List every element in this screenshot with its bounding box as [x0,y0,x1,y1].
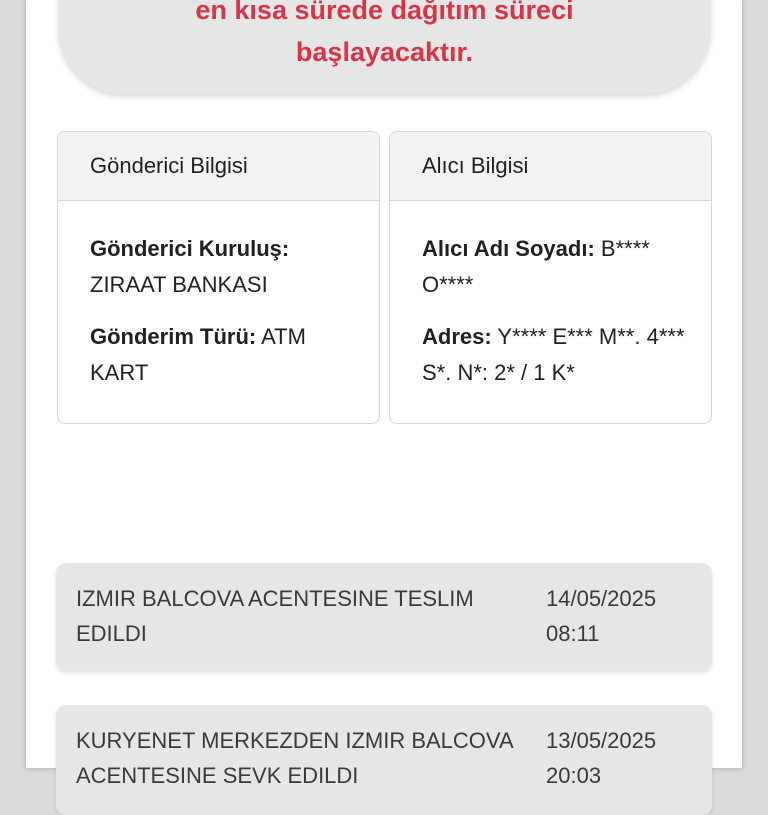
sender-card-header: Gönderici Bilgisi [58,132,379,201]
recipient-name-value: B**** O**** [422,236,650,297]
notice-line-1: en kısa sürede dağıtım süreci [195,0,574,25]
shipment-type-label: Gönderim Türü: [90,324,257,349]
recipient-address-row [422,319,691,391]
event-date: 14/05/2025 [546,586,657,611]
recipient-address-value: Y**** E*** M**. 4*** S*. N*: 2* / 1 K* [422,324,685,385]
event-datetime [546,723,696,793]
recipient-address-label: Adres: [422,324,492,349]
recipient-card-body [390,201,711,391]
sender-institution-value: ZIRAAT BANKASI [90,272,268,297]
event-time: 20:03 [546,763,602,788]
sender-card-body [58,201,379,391]
recipient-name-row [422,231,691,303]
delivery-notice-banner [58,0,711,94]
recipient-card-header: Alıcı Bilgisi [390,132,711,201]
tracking-event-item [56,705,712,815]
event-time: 08:11 [546,621,600,646]
tracking-page [26,0,742,788]
shipment-type-row [90,319,359,391]
notice-line-2: başlayacaktır. [295,37,474,67]
sender-info-card [57,131,380,424]
event-description: IZMIR BALCOVA ACENTESINE TESLIM EDILDI [76,586,474,646]
shipment-type-value: ATM KART [90,324,306,385]
recipient-name-label: Alıcı Adı Soyadı: [422,236,595,261]
event-description: KURYENET MERKEZDEN IZMIR BALCOVA ACENTESINE SEVK EDILDI [76,728,513,788]
event-date: 13/05/2025 [546,728,657,753]
sender-institution-label: Gönderici Kuruluş: [90,236,290,261]
tracking-event-item [56,563,712,671]
event-datetime [546,581,696,651]
sender-institution-row [90,231,359,303]
recipient-info-card [389,131,712,424]
